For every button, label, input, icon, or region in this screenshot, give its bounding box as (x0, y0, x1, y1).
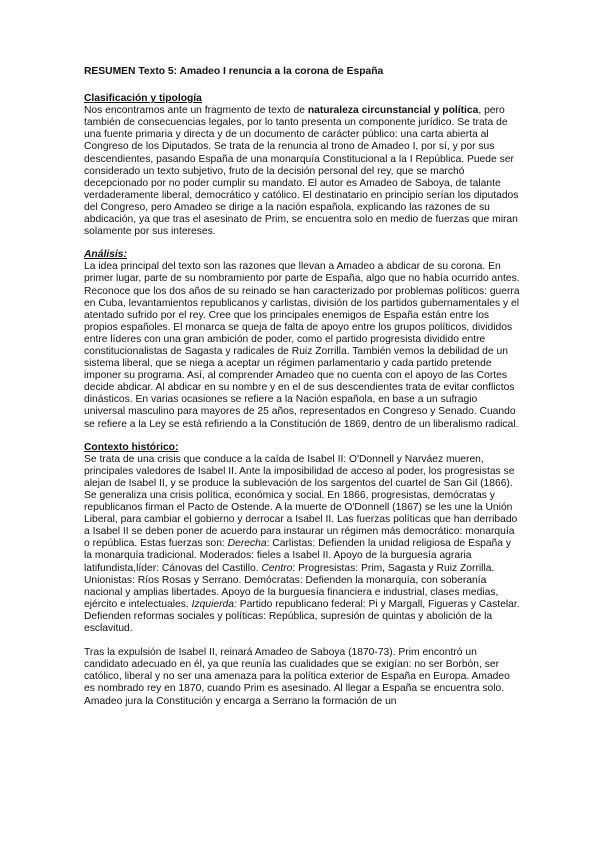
text-run: : Carlistas: Defienden la unidad religiosa de España y la monarquía tradicional. Moderados: fieles a Isabel II. Apoyo de la burguesía agraria latifundista,líder: Cánovas del Castillo. (84, 538, 512, 574)
section-analisis (84, 249, 520, 430)
text-run: Nos encontramos ante un fragmento de texto de (84, 105, 308, 117)
paragraph-contexto-1: Se trata de una crisis que conduce a la caída de Isabel II: O'Donnell y Narváez mueren, principales valedores de Isabel II. Ante la imposibilidad de acceso al poder, los progresistas se alejan de Isabel II, y se produce la sublevación de los sargentos del cuartel de San Gil (1866). (84, 453, 515, 489)
text-run: Se generaliza una crisis política, económica y social. En 1866, progresistas, demócratas y republicanos firman el Pacto de Ostende. A la muerte de O'Donnell (1867) se les une la Unión Liberal, para cambiar el gobierno y derrocar a Isabel II. Las fuerzas políticas que han derribado a Isabel II se deben poner de acuerdo para instaurar un régimen más democrático: monarquía o república. Estas fuerzas son: (84, 490, 518, 550)
section-heading-contexto: Contexto histórico: (84, 441, 179, 453)
paragraph-analisis: La idea principal del texto son las razones que llevan a Amadeo a abdicar de su corona. En primer lugar, parte de su nombramiento por parte de España, algo que no había ocurrido antes. Reconoce que los dos años de su reinado se han caracterizado por problemas políticos: guerra en Cuba, levantamientos republicanos y carlistas, división de los partidos gubernamentales y el atentado sufrido por el rey. Cree que los principales enemigos de España están entre los propios españoles. El monarca se queja de falta de apoyo entre los grupos políticos, divididos entre líderes con una gran ambición de poder, como el partido progresista dividido entre constitucionalistas de Sagasta y radicales de Ruiz Zorrilla. También vemos la debilidad de un sistema liberal, que se niega a aceptar un régimen parlamentario y cada partido pretende imponer su programa. Así, al comprender Amadeo que no cuenta con el apoyo de las Cortes decide abdicar. Al abdicar en su nombre y en el de sus descendientes trata de evitar conflictos dinásticos. En varias ocasiones se refiere a la Nación española, en base a un sufragio universal masculino para mayores de 25 años, representados en Congreso y Senado. Cuando se refiere a la Ley se está refiriendo a la Constitución de 1869, dentro de un liberalismo radical. (84, 261, 520, 430)
paragraph-contexto-3: Tras la expulsión de Isabel II, reinará Amadeo de Saboya (1870-73). Prim encontró un candidato adecuado en él, ya que reunía las cualidades que se exigían: no ser Borbón, ser católico, liberal y no ser una amenaza para la política exterior de España en Europa. Amadeo es nombrado rey en 1870, cuando Prim es asesinado. Al llegar a España se encuentra solo. Amadeo jura la Constitución y encarga a Serrano la formación de un (84, 647, 510, 707)
paragraph-contexto-2 (84, 490, 520, 635)
italic-term-izquierda: Izquierda: (191, 598, 237, 610)
section-contexto (84, 442, 520, 708)
bold-phrase: naturaleza circunstancial y política (307, 105, 479, 117)
paragraph-clasificacion (84, 105, 520, 238)
italic-term-centro: Centro (261, 562, 293, 574)
text-run: : Progresistas: Prim, Sagasta y Ruiz Zorrilla. Unionistas: Ríos Rosas y Serrano. Demócratas: Defienden la monarquía, con soberanía nacional y amplias libertades. Apoyo de la burguesía financiera e industrial, clases medias, ejército e intelectuales. (84, 562, 499, 610)
paragraph-gap (84, 635, 520, 647)
italic-term-derecha: Derecha (227, 538, 267, 550)
text-run: , pero también de consecuencias legales, por lo tanto presenta un componente jurídico. Se trata de una fuente primaria y directa y de un documento de carácter público: una carta abierta al Congreso de los Diputados. Se trata de la renuncia al trono de Amadeo I, por sí, y por sus descendientes, pasando España de una monarquía Constitucional a la I República. Puede ser considerado un texto subjetivo, fruto de la decisión personal del rey, que se marchó decepcionado por no poder cumplir su mandato. El autor es Amadeo de Saboya, de talante verdaderamente liberal, democrático y católico. El destinatario en principio serían los diputados del Congreso, pero Amadeo se dirige a la nación española, explicando las razones de su abdicación, ya que tras el asesinato de Prim, se encuentra solo en medio de fuerzas que miran solamente por sus intereses. (84, 105, 519, 238)
section-clasificacion (84, 93, 520, 238)
section-heading-clasificacion: Clasificación y tipología (84, 93, 202, 105)
section-heading-analisis: Análisis: (84, 249, 127, 261)
document-title: RESUMEN Texto 5: Amadeo I renuncia a la corona de España (84, 66, 384, 77)
text-run: Partido republicano federal: Pi y Margall, Figueras y Castelar. Defienden reformas sociales y políticas: República, supresión de quintas y abolición de la esclavitud. (84, 598, 520, 635)
